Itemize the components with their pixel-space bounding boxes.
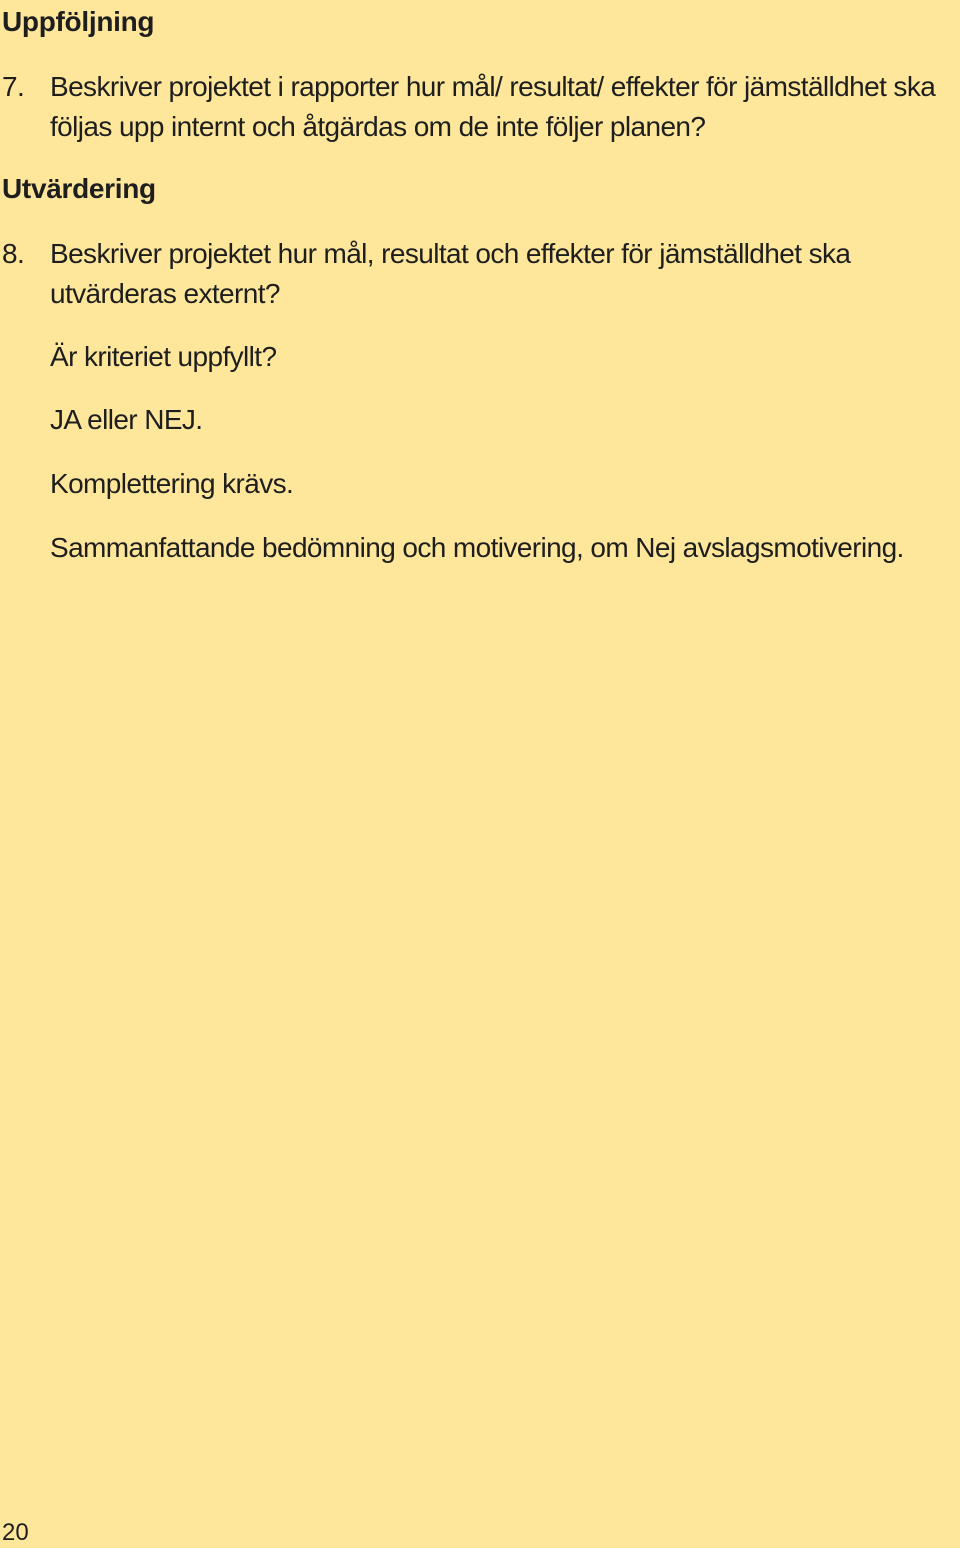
section-heading-utvardering: Utvärdering <box>2 173 156 204</box>
question-text: Beskriver projektet hur mål, resultat och effekter för jämställdhet ska utvärderas externt? <box>50 238 851 309</box>
question-number: 7. <box>2 71 25 102</box>
answer-options: JA eller NEJ. <box>50 404 203 435</box>
question-8 <box>0 234 960 314</box>
summary-assessment: Sammanfattande bedömning och motivering, om Nej avslagsmotivering. <box>50 532 904 563</box>
question-text: Beskriver projektet i rapporter hur mål/ resultat/ effekter för jämställdhet ska följas upp internt och åtgärdas om de inte följer planen? <box>50 71 936 142</box>
question-number: 8. <box>2 238 25 269</box>
question-7 <box>0 67 960 147</box>
page-number: 20 <box>2 1519 29 1546</box>
criteria-fulfilled-question: Är kriteriet uppfyllt? <box>50 341 277 372</box>
section-heading-uppfoljning: Uppföljning <box>2 6 155 37</box>
supplement-required: Komplettering krävs. <box>50 468 294 499</box>
